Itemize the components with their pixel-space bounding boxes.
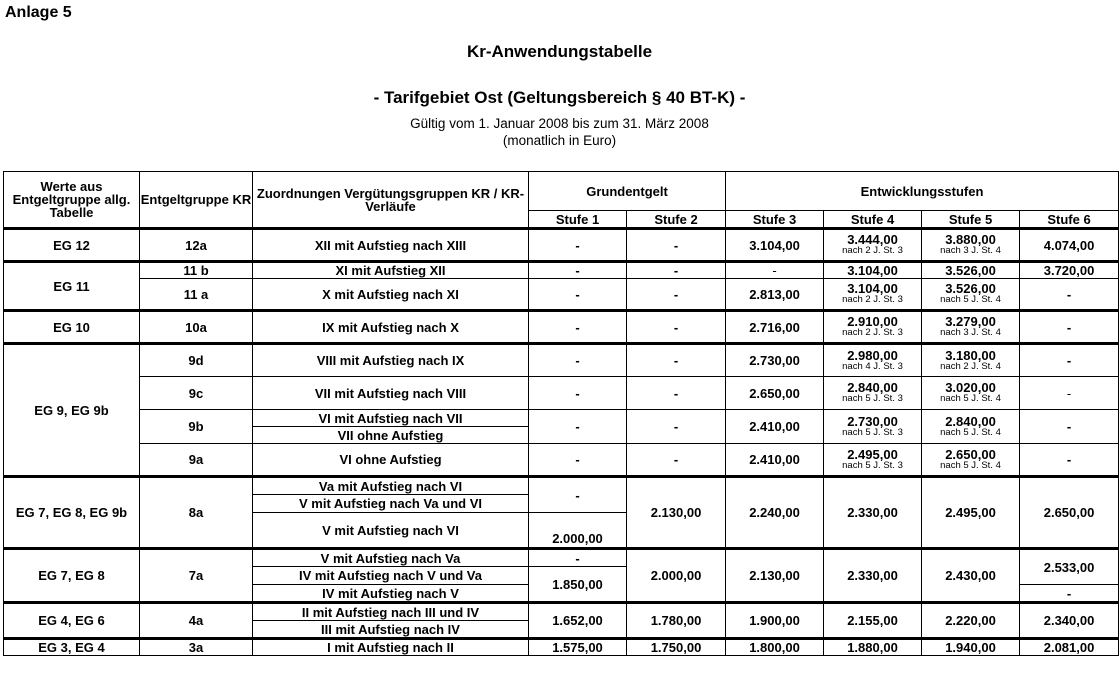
document-subtitle: - Tarifgebiet Ost (Geltungsbereich § 40 BT-K) - bbox=[373, 88, 746, 107]
stufe5-cell: 2.220,00 bbox=[922, 603, 1020, 639]
stufe4-cell: 2.330,00 bbox=[824, 549, 922, 603]
stufe6-cell: 2.081,00 bbox=[1020, 639, 1119, 656]
col-header-stufe-4: Stufe 4 bbox=[824, 211, 922, 229]
table-row bbox=[4, 410, 1119, 427]
value: 3.526,00 bbox=[945, 281, 996, 296]
zuordnung-cell: V mit Aufstieg nach Va bbox=[253, 549, 529, 567]
value: 3.180,00 bbox=[945, 347, 996, 363]
step-note: nach 2 J. St. 3 bbox=[842, 245, 903, 256]
stufe4-cell bbox=[824, 377, 922, 410]
stufe4-cell: 2.155,00 bbox=[824, 603, 922, 639]
kr-cell: 10a bbox=[140, 311, 253, 344]
validity-note: Gültig vom 1. Januar 2008 bis zum 31. März 2008 bbox=[410, 116, 709, 131]
stufe4-cell bbox=[824, 311, 922, 344]
stufe1-cell: - bbox=[529, 477, 627, 513]
col-header-entgeltgruppe-kr: Entgeltgruppe KR bbox=[140, 172, 253, 229]
stufe5-cell: 1.940,00 bbox=[922, 639, 1020, 656]
table-row bbox=[4, 229, 1119, 262]
werte-cell: EG 10 bbox=[4, 311, 140, 344]
stufe6-cell: - bbox=[1020, 311, 1119, 344]
kr-cell: 7a bbox=[140, 549, 253, 603]
stufe5-cell bbox=[922, 229, 1020, 262]
table-row bbox=[4, 639, 1119, 656]
stufe4-cell: 3.104,00 bbox=[824, 262, 922, 279]
step-note: nach 2 J. St. 3 bbox=[842, 327, 903, 338]
stufe6-cell: 3.720,00 bbox=[1020, 262, 1119, 279]
value: 3.279,00 bbox=[945, 314, 996, 329]
stufe4-cell: 2.330,00 bbox=[824, 477, 922, 549]
table-row bbox=[4, 311, 1119, 344]
stufe3-cell: 2.240,00 bbox=[726, 477, 824, 549]
stufe5-cell bbox=[922, 444, 1020, 477]
stufe6-cell: 4.074,00 bbox=[1020, 229, 1119, 262]
stufe3-cell: 2.650,00 bbox=[726, 377, 824, 410]
value: 3.880,00 bbox=[945, 232, 996, 247]
stufe4-cell bbox=[824, 344, 922, 377]
stufe1-cell: - bbox=[529, 279, 627, 311]
value: 2.730,00 bbox=[847, 413, 898, 429]
stufe4-cell bbox=[824, 279, 922, 311]
value: 2.980,00 bbox=[847, 347, 898, 363]
stufe1-cell: 1.652,00 bbox=[529, 603, 627, 639]
stufe6-cell: 2.340,00 bbox=[1020, 603, 1119, 639]
stufe5-cell bbox=[922, 377, 1020, 410]
col-header-stufe-2: Stufe 2 bbox=[627, 211, 726, 229]
value: 2.910,00 bbox=[847, 314, 898, 329]
zuordnung-cell: IX mit Aufstieg nach X bbox=[253, 311, 529, 344]
stufe6-cell: 2.650,00 bbox=[1020, 477, 1119, 549]
zuordnung-cell: III mit Aufstieg nach IV bbox=[253, 621, 529, 639]
stufe1-cell: 1.850,00 bbox=[529, 567, 627, 603]
stufe1-cell: - bbox=[529, 444, 627, 477]
werte-cell: EG 12 bbox=[4, 229, 140, 262]
stufe1-cell: - bbox=[529, 410, 627, 444]
kr-cell: 9a bbox=[140, 444, 253, 477]
step-note: nach 5 J. St. 3 bbox=[842, 426, 903, 438]
stufe2-cell: 2.000,00 bbox=[627, 549, 726, 603]
werte-cell: EG 4, EG 6 bbox=[4, 603, 140, 639]
stufe6-cell: - bbox=[1020, 377, 1119, 410]
stufe3-cell: 2.410,00 bbox=[726, 410, 824, 444]
step-note: nach 3 J. St. 4 bbox=[940, 245, 1001, 256]
step-note: nach 5 J. St. 4 bbox=[940, 426, 1001, 438]
stufe1-cell: - bbox=[529, 262, 627, 279]
werte-cell: EG 11 bbox=[4, 262, 140, 311]
col-header-stufe-1: Stufe 1 bbox=[529, 211, 627, 229]
kr-cell: 9c bbox=[140, 377, 253, 410]
col-header-zuordnungen: Zuordnungen Vergütungsgruppen KR / KR-Verläufe bbox=[253, 172, 529, 229]
stufe6-cell: - bbox=[1020, 410, 1119, 444]
kr-cell: 11 b bbox=[140, 262, 253, 279]
zuordnung-cell: VI ohne Aufstieg bbox=[253, 444, 529, 477]
step-note: nach 3 J. St. 4 bbox=[940, 327, 1001, 338]
table-row bbox=[4, 477, 1119, 495]
zuordnung-cell: VII ohne Aufstieg bbox=[253, 427, 529, 444]
step-note: nach 5 J. St. 4 bbox=[940, 459, 1001, 471]
stufe2-cell: - bbox=[627, 444, 726, 477]
zuordnung-cell: IV mit Aufstieg nach V bbox=[253, 585, 529, 603]
stufe1-cell: - bbox=[529, 311, 627, 344]
stufe2-cell: - bbox=[627, 262, 726, 279]
zuordnung-cell: IV mit Aufstieg nach V und Va bbox=[253, 567, 529, 585]
stufe4-cell bbox=[824, 229, 922, 262]
value: 2.840,00 bbox=[847, 380, 898, 395]
col-header-stufe-3: Stufe 3 bbox=[726, 211, 824, 229]
kr-cell: 9b bbox=[140, 410, 253, 444]
kr-cell: 8a bbox=[140, 477, 253, 549]
kr-cell: 4a bbox=[140, 603, 253, 639]
stufe2-cell: 1.750,00 bbox=[627, 639, 726, 656]
stufe3-cell: 1.800,00 bbox=[726, 639, 824, 656]
stufe2-cell: - bbox=[627, 229, 726, 262]
zuordnung-cell: V mit Aufstieg nach Va und VI bbox=[253, 495, 529, 513]
stufe1-cell: 2.000,00 bbox=[529, 513, 627, 549]
zuordnung-cell: Va mit Aufstieg nach VI bbox=[253, 477, 529, 495]
zuordnung-cell: X mit Aufstieg nach XI bbox=[253, 279, 529, 311]
stufe5-cell: 2.430,00 bbox=[922, 549, 1020, 603]
stufe5-cell bbox=[922, 311, 1020, 344]
stufe3-cell: 3.104,00 bbox=[726, 229, 824, 262]
unit-note: (monatlich in Euro) bbox=[502, 133, 617, 148]
werte-cell: EG 9, EG 9b bbox=[4, 344, 140, 477]
stufe1-cell: - bbox=[529, 377, 627, 410]
col-header-stufe-6: Stufe 6 bbox=[1020, 211, 1119, 229]
col-header-entwicklungsstufen: Entwicklungsstufen bbox=[726, 172, 1119, 211]
stufe5-cell: 3.526,00 bbox=[922, 262, 1020, 279]
stufe1-cell: - bbox=[529, 229, 627, 262]
step-note: nach 2 J. St. 4 bbox=[940, 360, 1001, 372]
value: 2.650,00 bbox=[945, 446, 996, 462]
col-header-grundentgelt: Grundentgelt bbox=[529, 172, 726, 211]
value: 3.104,00 bbox=[847, 281, 898, 296]
zuordnung-cell: XI mit Aufstieg XII bbox=[253, 262, 529, 279]
werte-cell: EG 7, EG 8, EG 9b bbox=[4, 477, 140, 549]
stufe4-cell bbox=[824, 444, 922, 477]
stufe2-cell: - bbox=[627, 311, 726, 344]
werte-cell: EG 3, EG 4 bbox=[4, 639, 140, 656]
zuordnung-cell: VIII mit Aufstieg nach IX bbox=[253, 344, 529, 377]
step-note: nach 5 J. St. 4 bbox=[940, 393, 1001, 404]
step-note: nach 2 J. St. 3 bbox=[842, 294, 903, 305]
stufe6-cell: - bbox=[1020, 444, 1119, 477]
table-row bbox=[4, 603, 1119, 621]
stufe6-cell: - bbox=[1020, 585, 1119, 603]
stufe5-cell: 2.495,00 bbox=[922, 477, 1020, 549]
stufe3-cell: 2.813,00 bbox=[726, 279, 824, 311]
kr-cell: 9d bbox=[140, 344, 253, 377]
stufe5-cell bbox=[922, 410, 1020, 444]
zuordnung-cell: VI mit Aufstieg nach VII bbox=[253, 410, 529, 427]
zuordnung-cell: V mit Aufstieg nach VI bbox=[253, 513, 529, 549]
stufe2-cell: 2.130,00 bbox=[627, 477, 726, 549]
col-header-stufe-5: Stufe 5 bbox=[922, 211, 1020, 229]
stufe3-cell: 2.130,00 bbox=[726, 549, 824, 603]
table-row bbox=[4, 344, 1119, 377]
kr-cell: 3a bbox=[140, 639, 253, 656]
table-row bbox=[4, 377, 1119, 410]
step-note: nach 5 J. St. 3 bbox=[842, 459, 903, 471]
stufe3-cell: 2.730,00 bbox=[726, 344, 824, 377]
stufe1-cell: - bbox=[529, 344, 627, 377]
kr-cell: 12a bbox=[140, 229, 253, 262]
stufe4-cell bbox=[824, 410, 922, 444]
werte-cell: EG 7, EG 8 bbox=[4, 549, 140, 603]
zuordnung-cell: I mit Aufstieg nach II bbox=[253, 639, 529, 656]
table-row bbox=[4, 279, 1119, 311]
stufe6-cell: - bbox=[1020, 344, 1119, 377]
stufe5-cell bbox=[922, 279, 1020, 311]
value: 3.444,00 bbox=[847, 232, 898, 247]
value: 3.020,00 bbox=[945, 380, 996, 395]
stufe4-cell: 1.880,00 bbox=[824, 639, 922, 656]
stufe2-cell: - bbox=[627, 279, 726, 311]
table-row bbox=[4, 549, 1119, 567]
stufe6-cell: 2.533,00 bbox=[1020, 549, 1119, 585]
step-note: nach 4 J. St. 3 bbox=[842, 360, 903, 372]
stufe2-cell: 1.780,00 bbox=[627, 603, 726, 639]
table-row bbox=[4, 444, 1119, 477]
stufe5-cell bbox=[922, 344, 1020, 377]
stufe3-cell: 1.900,00 bbox=[726, 603, 824, 639]
value: 2.840,00 bbox=[945, 413, 996, 429]
zuordnung-cell: II mit Aufstieg nach III und IV bbox=[253, 603, 529, 621]
stufe3-cell: - bbox=[726, 262, 824, 279]
stufe1-cell: 1.575,00 bbox=[529, 639, 627, 656]
document-title: Kr-Anwendungstabelle bbox=[466, 42, 653, 61]
col-header-werte: Werte aus Entgeltgruppe allg. Tabelle bbox=[4, 172, 140, 229]
zuordnung-cell: VII mit Aufstieg nach VIII bbox=[253, 377, 529, 410]
stufe2-cell: - bbox=[627, 377, 726, 410]
zuordnung-cell: XII mit Aufstieg nach XIII bbox=[253, 229, 529, 262]
annex-label: Anlage 5 bbox=[5, 4, 72, 21]
kr-table bbox=[3, 171, 1119, 656]
stufe1-cell: - bbox=[529, 549, 627, 567]
kr-cell: 11 a bbox=[140, 279, 253, 311]
stufe2-cell: - bbox=[627, 410, 726, 444]
step-note: nach 5 J. St. 3 bbox=[842, 393, 903, 404]
step-note: nach 5 J. St. 4 bbox=[940, 294, 1001, 305]
table-row bbox=[4, 262, 1119, 279]
stufe3-cell: 2.410,00 bbox=[726, 444, 824, 477]
stufe3-cell: 2.716,00 bbox=[726, 311, 824, 344]
stufe2-cell: - bbox=[627, 344, 726, 377]
stufe6-cell: - bbox=[1020, 279, 1119, 311]
value: 2.495,00 bbox=[847, 446, 898, 462]
